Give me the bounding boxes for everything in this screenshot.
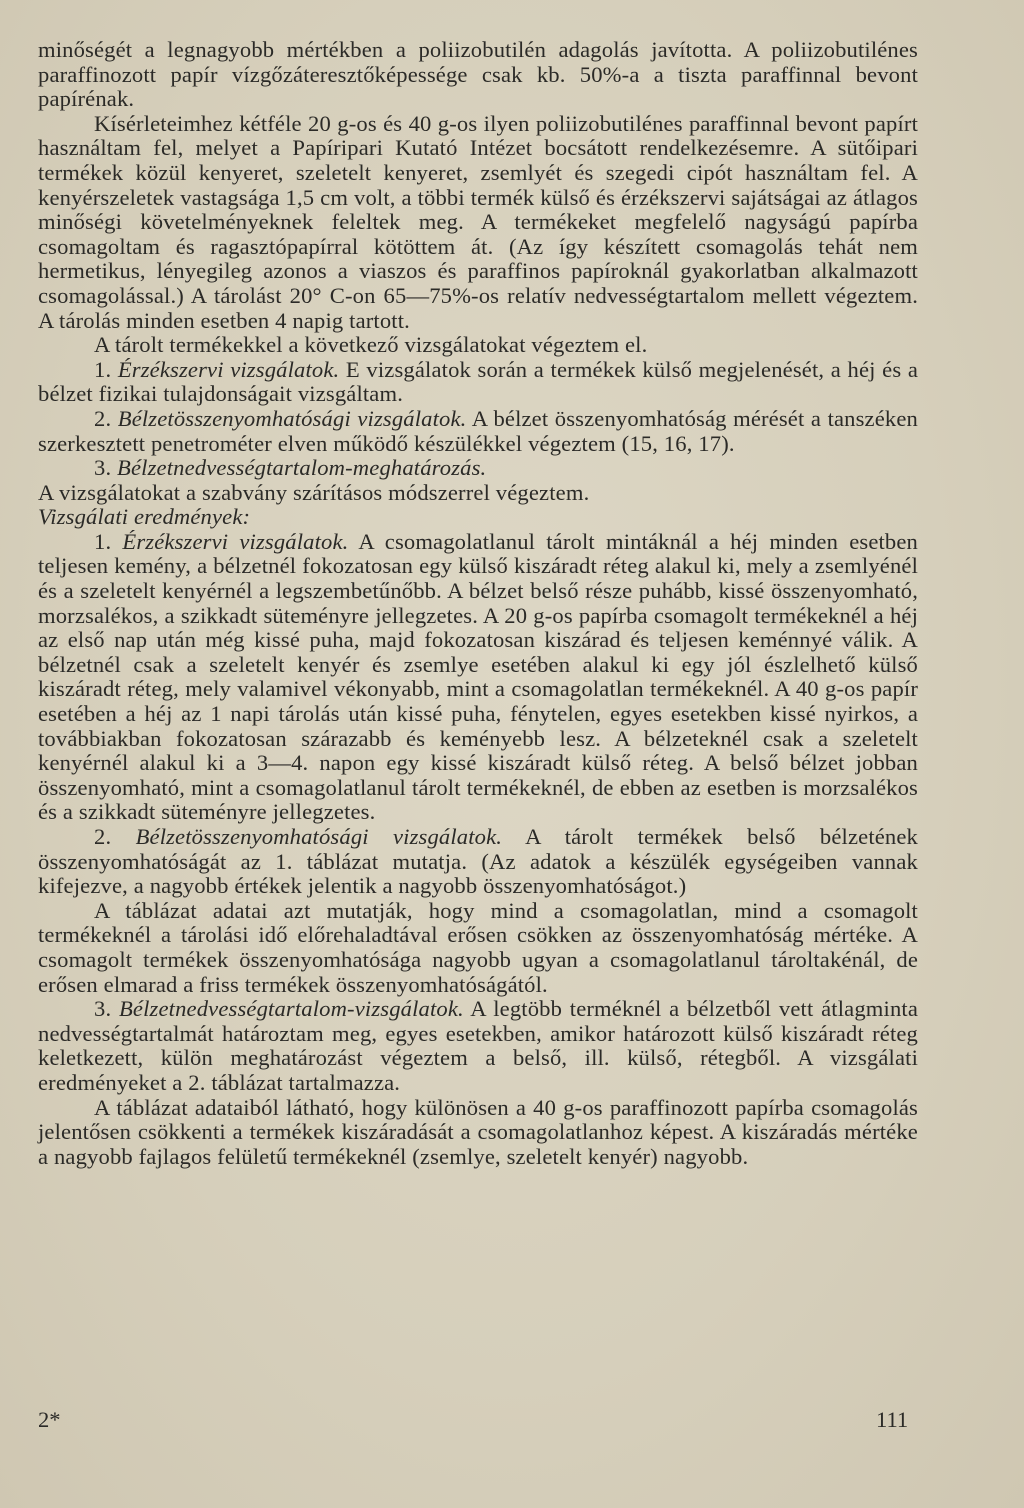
italic-heading: Érzékszervi vizsgálatok.	[117, 356, 340, 382]
signature-mark: 2*	[38, 1407, 61, 1432]
text-run: Kísérleteimhez kétféle 20 g-os és 40 g-os ilyen poliizobutilénes paraffinnal bevont papírt használtam fel, melyet a Papíripari Kutató Intézet bocsátott rendelkezésemre. A sütőipari termékek közül kenyeret, szeletelt kenyeret, zsemlyét és szegedi cipót használtam fel. A kenyérszeletek vastagsága 1,5 cm volt, a többi termék külső és érzékszervi sajátságai az átlagos minőségi követelményeknek feleltek meg. A termékeket megfelelő nagyságú papírba csomagoltam és ragasztópapírral kötöttem át. (Az így készített csomagolás tehát nem hermetikus, lényegileg azonos a viaszos és paraffinos papíroknál gyakorlatban alkalmazott csomagolással.) A tárolást 20° C-on 65—75%-os relatív nedvességtartalom mellett végeztem. A tárolás minden esetben 4 napig tartott.	[38, 110, 918, 333]
text-run: 3.	[94, 455, 118, 481]
text-run: minőségét a legnagyobb mértékben a poliizobutilén adagolás javította. A poliizobutilénes paraffinozott papír vízgőzáteresztőképessége csak kb. 50%-a a tiszta paraffinnal bevont papírénak.	[38, 37, 918, 112]
text-run: A vizsgálatokat a szabvány szárításos módszerrel végeztem.	[38, 479, 590, 505]
italic-heading: Bélzetnedvességtartalom-vizsgálatok.	[118, 996, 464, 1022]
paragraph-p10	[38, 825, 918, 899]
text-run: 1.	[94, 528, 123, 554]
paragraph-p5	[38, 407, 918, 456]
paragraph-p8	[38, 505, 918, 530]
paragraph-p3	[38, 333, 918, 358]
page-number: 111	[876, 1407, 909, 1432]
text-run: A csomagolatlanul tárolt mintáknál a héj minden esetben teljesen kemény, a bélzetnél fokozatosan egy külső kiszáradt réteg alakul ki, mely a zsemlyénél és a szeletelt kenyérnél a legszembetűnőbb. A bélzet belső része puhább, kissé összenyomható, morzsalékos, a szikkadt süteményre jellegzetes. A 20 g-os papírba csomagolt termékeknél a héj az első nap után még kissé puha, majd fokozatosan kiszárad és teljesen keménnyé válik. A bélzetnél csak a szeletelt kenyér és zsemlye esetében alakul ki egy jól észlelhető külső kiszáradt réteg, mely valamivel vékonyabb, mint a csomagolatlan termékeknél. A 40 g-os papír esetében a héj az 1 napi tárolás után kissé puha, fénytelen, egyes esetekben kissé nyirkos, a továbbiakban fokozatosan szárazabb és keményebb lesz. A bélzeteknél csak a szeletelt kenyérnél alakul ki a 3—4. napon egy kissé kiszáradt külső réteg. A belső bélzet jobban összenyomható, mint a csomagolatlanul tárolt termékeknél, de ebben az esetben is morzsalékos és a szikkadt süteményre jellegzetes.	[38, 528, 918, 825]
text-run: A tárolt termékekkel a következő vizsgálatokat végeztem el.	[94, 332, 648, 358]
text-run: A táblázat adataiból látható, hogy különösen a 40 g-os paraffinozott papírba csomagolás jelentősen csökkenti a termékek kiszáradását a csomagolatlanhoz képest. A kiszáradás mértéke a nagyobb fajlagos felületű termékeknél (zsemlye, szeletelt kenyér) nagyobb.	[38, 1094, 918, 1169]
paragraph-p6	[38, 456, 918, 481]
paragraph-p2	[38, 112, 918, 333]
paragraph-p11	[38, 899, 918, 997]
paragraph-p1	[38, 38, 918, 112]
body-text	[38, 38, 918, 1169]
paragraph-p12	[38, 997, 918, 1095]
text-run: A tárolt termékek belső bélzetének összenyomhatóságát az 1. táblázat mutatja. (Az adatok a készülék egységeiben vannak kifejezve, a nagyobb értékek jelentik a nagyobb összenyomhatóságot.)	[38, 824, 918, 899]
text-run: A táblázat adatai azt mutatják, hogy mind a csomagolatlan, mind a csomagolt termékeknél a tárolási idő előrehaladtával erősen csökken az összenyomhatóság mértéke. A csomagolt termékek összenyomhatósága nagyobb ugyan a csomagolatlanul tároltakénál, de erősen elmarad a friss termékek összenyomhatóságától.	[38, 897, 918, 997]
italic-heading: Érzékszervi vizsgálatok.	[122, 528, 349, 554]
paragraph-p13	[38, 1096, 918, 1170]
italic-heading: Bélzetösszenyomhatósági vizsgálatok.	[135, 824, 503, 849]
italic-heading: Bélzetnedvességtartalom-meghatározás.	[117, 455, 487, 481]
italic-heading: Bélzetösszenyomhatósági vizsgálatok.	[117, 405, 467, 431]
paragraph-p7	[38, 481, 918, 506]
paragraph-p9	[38, 530, 918, 825]
text-run: 3.	[94, 996, 119, 1022]
text-run: E vizsgálatok során a termékek külső megjelenését, a héj és a bélzet fizikai tulajdonságait vizsgáltam.	[38, 356, 919, 407]
text-run: A bélzet összenyomhatóság mérését a tanszéken szerkesztett penetrométer elven működő készülékkel végeztem (15, 16, 17).	[38, 405, 918, 456]
text-run: 2.	[94, 824, 136, 849]
text-run: 1.	[94, 356, 118, 382]
text-run: A legtöbb terméknél a bélzetből vett átlagminta nedvességtartalmát határoztam meg, egyes esetekben, amikor határozott külső kiszáradt réteg keletkezett, külön meghatározást végeztem a belső, ill. külső, rétegből. A vizsgálati eredményeket a 2. táblázat tartalmazza.	[38, 996, 918, 1095]
text-run: 2.	[94, 405, 118, 431]
italic-heading: Vizsgálati eredmények:	[38, 504, 251, 530]
paragraph-p4	[38, 358, 918, 407]
